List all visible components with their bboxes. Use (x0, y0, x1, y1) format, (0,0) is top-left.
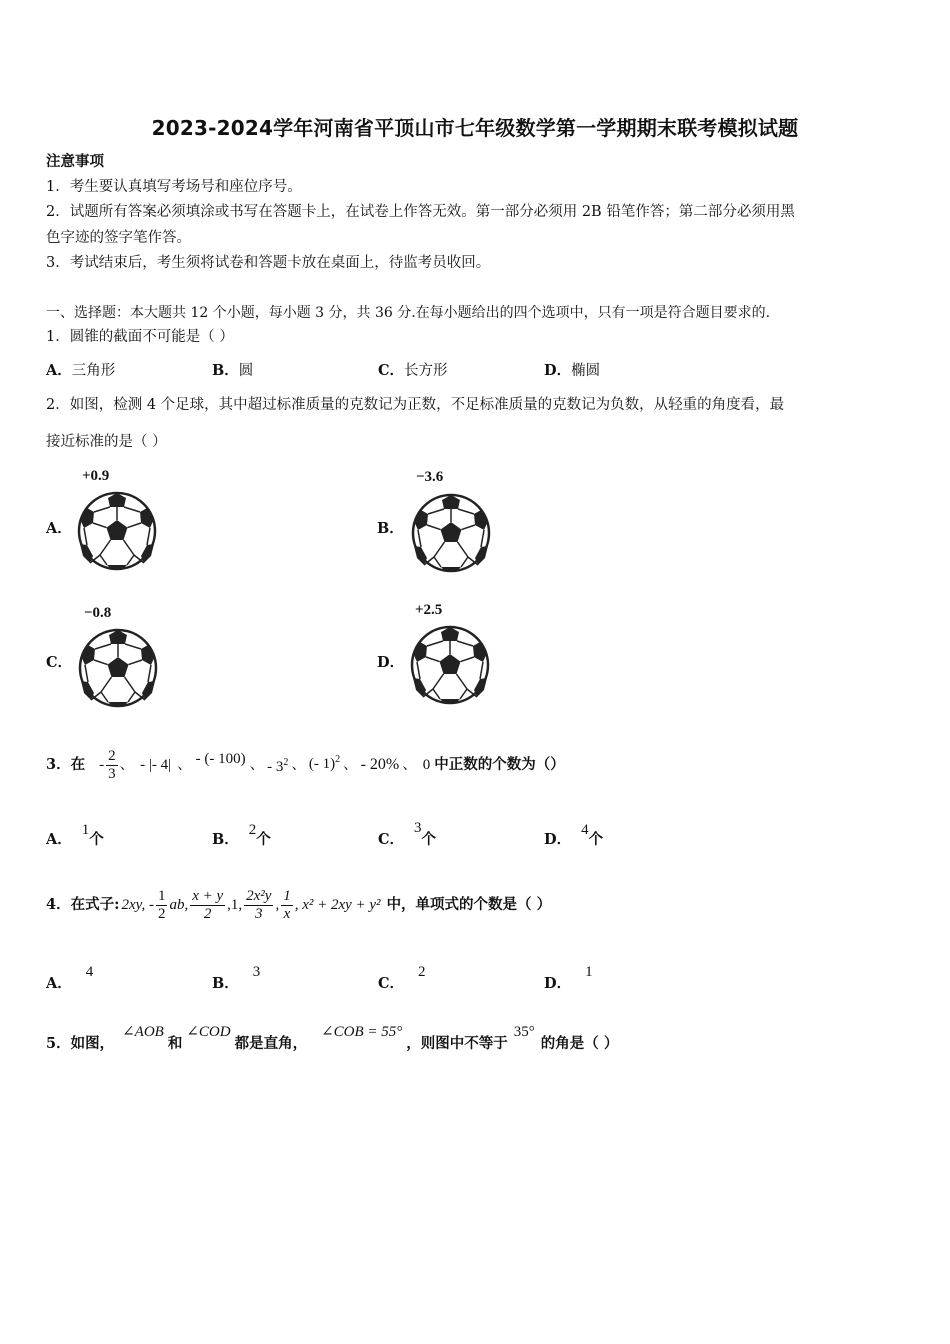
math-term: - (- 100) (195, 751, 246, 767)
q4-option-b[interactable] (212, 962, 260, 992)
option-letter: D． (544, 975, 572, 992)
q2-option-d-letter[interactable]: D． (377, 654, 405, 671)
option-value: 2 (418, 964, 426, 980)
notice-item: 色字迹的签字笔作答。 (46, 230, 191, 246)
math-term: - |- 4| (140, 757, 172, 773)
question-5-suffix: 的角是（ ） (540, 1035, 619, 1052)
option-value: 3 (414, 820, 422, 836)
q2-option-b-value: −3.6 (416, 469, 444, 485)
math-term: 0 (422, 757, 431, 773)
section-heading: 一、选择题：本大题共 12 个小题，每小题 3 分，共 36 分.在每小题给出的四个选项中，只有一项是符合题目要求的. (46, 305, 771, 321)
question-5-stem (46, 1018, 618, 1054)
question-3-prefix: 3．在 (46, 756, 86, 773)
separator: 、 (177, 757, 192, 773)
question-4-stem (46, 880, 551, 930)
notice-item: 3．考试结束后，考生须将试卷和答题卡放在桌面上，待监考员收回。 (46, 255, 491, 271)
q2-option-c-letter[interactable]: C． (46, 654, 73, 671)
option-letter: C． (378, 831, 405, 848)
math-term: - 3 (267, 759, 284, 775)
option-letter: A． (46, 975, 72, 992)
option-value: 2 (248, 822, 257, 838)
fraction-denominator: x (283, 905, 291, 922)
question-3-stem (46, 735, 565, 795)
question-5-text: 都是直角， (234, 1035, 308, 1052)
q1-option-d[interactable] (544, 361, 600, 381)
q1-option-b[interactable] (212, 361, 253, 381)
option-unit: 个 (256, 831, 271, 848)
q2-option-a-value: +0.9 (82, 468, 110, 484)
question-2-stem-cont: 接近标准的是（ ） (46, 434, 167, 450)
math-term: ,1, (227, 897, 243, 913)
math-exponent: 2 (283, 757, 289, 768)
soccer-ball-icon[interactable] (411, 493, 491, 573)
fraction-numerator: 2 (108, 747, 116, 764)
question-4-prefix: 4．在式子: (46, 896, 120, 913)
q4-option-a[interactable] (46, 962, 93, 992)
math-angle: ∠COD (186, 1024, 231, 1040)
fraction-denominator: 3 (108, 765, 116, 782)
q2-option-c-value: −0.8 (84, 605, 112, 621)
page-title: 2023-2024学年河南省平顶山市七年级数学第一学期期末联考模拟试题 (151, 116, 799, 140)
separator: 、 (343, 757, 358, 773)
question-5-prefix: 5．如图， (46, 1035, 115, 1052)
soccer-ball-icon[interactable] (410, 625, 490, 705)
fraction-numerator: 2x²y (246, 887, 272, 904)
math-term: (- 1) (308, 756, 336, 772)
notice-heading: 注意事项 (46, 153, 104, 170)
separator: 、 (119, 757, 135, 773)
option-letter: A． (46, 831, 72, 848)
math-fraction (190, 888, 225, 923)
math-fraction (281, 888, 293, 923)
option-letter: D． (544, 362, 572, 379)
option-value: 4 (85, 964, 94, 980)
q1-option-a[interactable] (46, 361, 115, 381)
option-value: 1 (81, 822, 90, 838)
math-term: , (275, 897, 280, 913)
option-text: 长方形 (404, 363, 448, 379)
q1-option-c[interactable] (378, 361, 448, 381)
separator: 、 (291, 757, 306, 773)
option-text: 椭圆 (571, 363, 601, 379)
q3-option-a[interactable] (46, 820, 104, 850)
fraction-denominator: 3 (255, 905, 263, 922)
math-angle: ∠AOB (122, 1024, 164, 1040)
option-letter: B． (212, 975, 239, 992)
q3-option-d[interactable] (544, 820, 603, 850)
question-1-stem: 1．圆锥的截面不可能是（ ） (46, 329, 234, 345)
fraction-numerator: x + y (192, 887, 224, 904)
separator: 、 (249, 757, 265, 773)
question-2-stem: 2．如图，检测 4 个足球，其中超过标准质量的克数记为正数，不足标准质量的克数记为负数，从轻重的角度看，最 (46, 397, 785, 413)
option-letter: C． (378, 362, 405, 379)
math-term: , x² + 2xy + y² (294, 897, 381, 913)
math-fraction (156, 888, 168, 923)
q3-option-c[interactable] (378, 818, 436, 848)
q4-option-c[interactable] (378, 962, 426, 992)
math-angle: 35° (513, 1024, 535, 1040)
soccer-ball-icon[interactable] (77, 491, 157, 571)
option-text: 圆 (238, 363, 254, 379)
q2-option-b-letter[interactable]: B． (377, 520, 404, 537)
fraction-denominator: 2 (157, 905, 166, 922)
question-4-suffix: 中，单项式的个数是（ ） (386, 896, 552, 913)
fraction-denominator: 2 (203, 905, 212, 922)
option-letter: C． (378, 975, 405, 992)
option-unit: 个 (588, 831, 604, 848)
math-term: - 20% (360, 756, 400, 773)
math-fraction (244, 888, 273, 923)
option-letter: A． (46, 362, 72, 379)
q3-option-b[interactable] (212, 820, 271, 850)
notice-item: 1．考生要认真填写考场号和座位序号。 (46, 179, 302, 195)
option-value: 4 (581, 822, 589, 838)
option-letter: B． (212, 831, 239, 848)
q2-option-a-letter[interactable]: A． (46, 520, 72, 537)
math-exponent: 2 (335, 754, 341, 765)
soccer-ball-icon[interactable] (78, 628, 158, 708)
math-fraction (106, 748, 118, 783)
notice-item: 2．试题所有答案必须填涂或书写在答题卡上，在试卷上作答无效。第一部分必须用 2B 铅笔作答；第二部分必须用黑 (46, 204, 795, 220)
option-unit: 个 (421, 831, 437, 848)
option-letter: D． (544, 831, 572, 848)
question-5-text: ，则图中不等于 (406, 1035, 508, 1052)
q2-option-d-value: +2.5 (415, 602, 443, 618)
math-term: 2xy, - (121, 897, 154, 913)
question-3-suffix: 中正数的个数为（） (434, 756, 565, 773)
math-term: ab, (169, 897, 189, 913)
fraction-numerator: 1 (157, 887, 166, 904)
option-value: 1 (585, 964, 593, 980)
option-text: 三角形 (71, 363, 116, 379)
option-letter: B． (212, 362, 239, 379)
separator: 、 (402, 757, 417, 773)
math-angle: ∠COB = 55° (321, 1024, 403, 1040)
option-value: 3 (252, 964, 261, 980)
q4-option-d[interactable] (544, 962, 593, 992)
math-sign: - (99, 757, 105, 773)
fraction-numerator: 1 (283, 887, 291, 904)
option-unit: 个 (89, 831, 104, 848)
conjunction: 和 (167, 1035, 183, 1052)
